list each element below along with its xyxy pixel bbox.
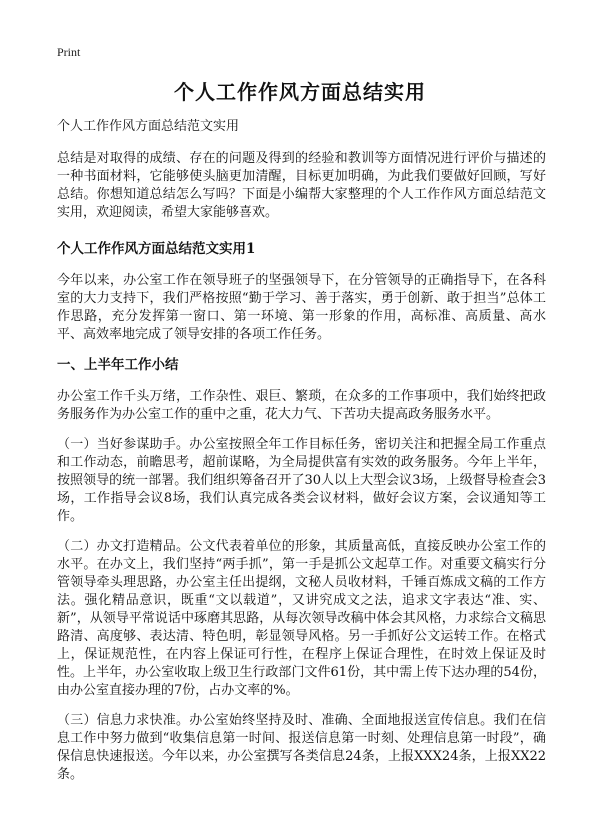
part-heading: 一、上半年工作小结 <box>57 357 179 373</box>
print-link[interactable]: Print <box>57 45 81 59</box>
article-body <box>57 118 546 796</box>
part-paragraph: 办公室工作千头万绪，工作杂性、艰巨、繁琐，在众多的工作事项中，我们始终把政务服务作为办公室工作的重中之重，花大力气、下苦功夫提高政务服务水平。 <box>57 389 546 422</box>
article-subtitle: 个人工作作风方面总结范文实用 <box>57 119 240 134</box>
intro-paragraph: 总结是对取得的成绩、存在的问题及得到的经验和教训等方面情况进行评价与描述的一种书面材料，它能够使头脑更加清醒，目标更加明确，为此我们要做好回顾，写好总结。你想知道总结怎么写吗？下面是小编帮大家整理的个人工作作风方面总结范文实用，欢迎阅读，希望大家能够喜欢。 <box>57 151 546 220</box>
section-paragraph: 今年以来，办公室工作在领导班子的坚强领导下，在分管领导的正确指导下，在各科室的大力支持下，我们严格按照“勤于学习、善于落实，勇于创新、敢于担当”总体工作思路，充分发挥第一窗口、第一环境、第一形象的作用，高标准、高质量、高水平、高效率地完成了领导安排的各项工作任务。 <box>57 273 546 342</box>
list-item-3: （三）信息力求快准。办公室始终坚持及时、准确、全面地报送宣传信息。我们在信息工作中努力做到“收集信息第一时间、报送信息第一时刻、处理信息第一时段”，确保信息快速报送。今年以来，办公室撰写各类信息24条，上报XXX24条，上报XX22条。 <box>57 713 546 782</box>
list-item-1: （一）当好参谋助手。办公室按照全年工作目标任务，密切关注和把握全局工作重点和工作动态，前瞻思考，超前谋略，为全局提供富有实效的政务服务。今年上半年，按照领导的统一部署。我们组织筹备召开了30人以上大型会议3场，上级督导检查会3场，工作指导会议8场，我们认真完成各类会议材料，做好会议方案，会议通知等工作。 <box>57 437 546 524</box>
section-heading: 个人工作作风方面总结范文实用1 <box>57 241 256 257</box>
page-title: 个人工作作风方面总结实用 <box>174 80 426 104</box>
list-item-2: （二）办文打造精品。公文代表着单位的形象，其质量高低，直接反映办公室工作的水平。在办文上，我们坚持“两手抓”，第一手是抓公文起草工作。对重要文稿实行分管领导牵头理思路，办公室主任出提纲，文秘人员收材料，千锤百炼成文稿的工作方法。强化精品意识，既重“文以载道”，又讲究成文之法，追求文字表达“准、实、新”，从领导平常说话中琢磨其思路，从每次领导改稿中体会其风格，力求综合文稿思路清、高度够、表达清、特色明，彰显领导风格。另一手抓好公文运转工作。在格式上，保证规范性，在内容上保证可行性，在程序上保证合理性，在时效上保证及时性。上半年，办公室收取上级卫生行政部门文件61份，其中需上传下达办理的54份，由办公室直接办理的7份，占办文率的%。 <box>57 539 546 698</box>
